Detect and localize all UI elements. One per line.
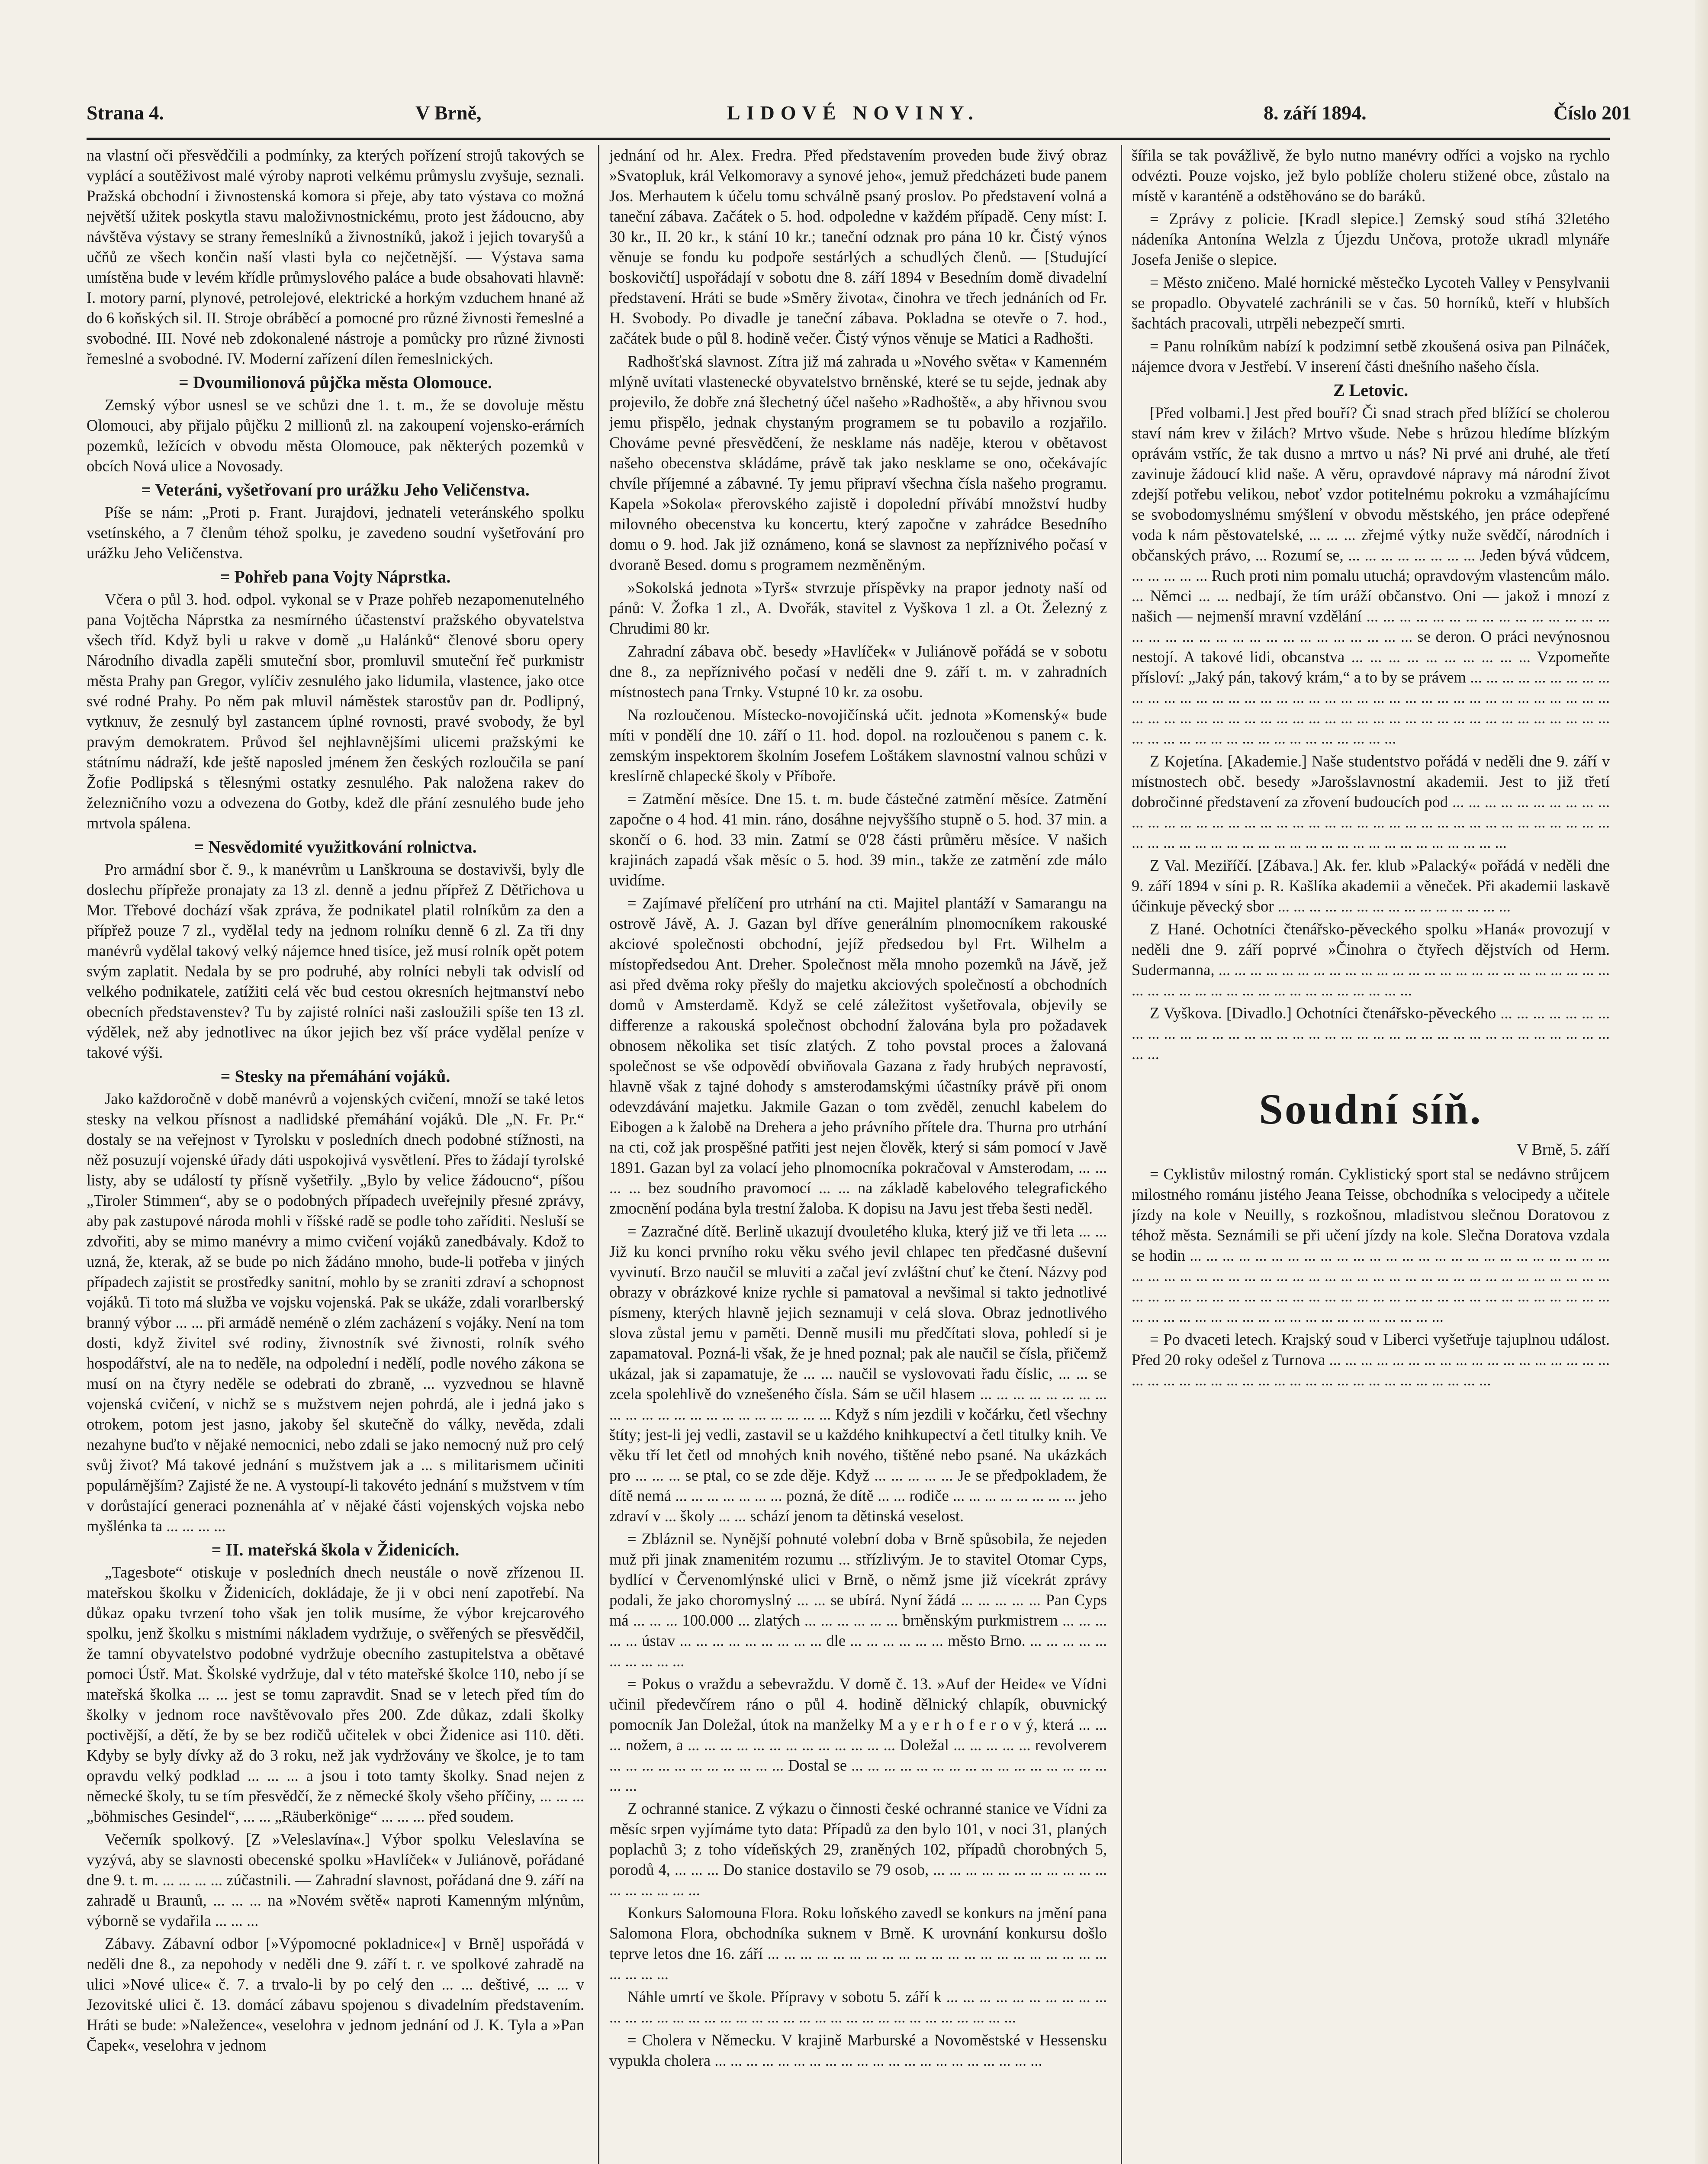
column-3 (1132, 145, 1610, 2164)
article-paragraph: Pro armádní sbor č. 9., k manévrům u Lanškrouna se dostavivši, byly dle doslechu přípřeže pronajaty za 13 zl. denně a jednu přípřež Z Dětřichova u Mor. Třebové dochází však zpráva, že podnikatel platil rolníkům za den a přípřež pouze 7 zl., vydělal tedy na jednom rolníku denně 6 zl. Za tři dny manévrů vydělal takový velký nájemce hned tisíce, jež musí rolník opět potem svým zaplatit. Nedala by se pro podruhé, aby rolníci nebyli tak odvislí od velkého podnikatele, zatížiti celá věc bud cestou okresních hejtmanství nebo obecních představenstev? Tu by zajisté rolníci naši zasloužili spíše ten 13 zl. výdělek, než aby jednotlivec na úkor jejich bez vší práce vydělal peníze v takové výši. (87, 860, 584, 1061)
article-paragraph: Na rozloučenou. Místecko-novojičínská učit. jednota »Komenský« bude míti v pondělí dne 10. září o 11. hod. dopol. na rozloučenou s panem c. k. zemským inspektorem školním Josefem Loštákem slavnostní valnou schůzi v kreslírně chlapecké školy v Příboře. (609, 706, 1107, 785)
column-divider (598, 145, 599, 2164)
article-paragraph: Radhošťská slavnost. Zítra již má zahrada u »Nového světa« v Kamenném mlýně uvítati vlastenecké obyvatelstvo brněnské, které se tu sejde, jednak aby projevilo, že dobře zná šlechetný účel našeho »Radhoště«, a aby hřivnou svou jemu přispělo, jednak chystaným programem se tu pobavilo a rozjařilo. Chováme pevné přesvědčení, že nesklame nás naděje, kterou v obětavost našeho obecenstva skládáme, právě tak jako nesklame se ono, očekávajíc chvíle příjemné a zábavné. Ty jemu připraví všechna čísla našeho programu. Kapela »Sokola« přerovského zajistě i dopolední přívábí množství hudby milovného obecenstva ku koncertu, který započne v zahrádce Besedního domu o 9. hod. Jak již oznámeno, koná se slavnost za nepříznivého počasí v dvoraně Besed. domu s programem nezměněným. (609, 352, 1107, 573)
article-paragraph: = Zajímavé přelíčení pro utrhání na cti. Majitel plantáží v Samarangu na ostrově Jávě, A. J. Gazan byl dříve generálním plnomocníkem rakouské akciové společnosti obchodní, jejíž předsedou byl Frt. Wilhelm a místopředsedou Ant. Dreher. Společnost měla mnoho pozemků na Jávě, jež asi před dvěma roky přešly do majetku akciových společností a obchodních domů v Amsterdamě. Když se celé záležitost vyšetřovala, objevily se differenze a rakouská společnost obchodní žalována byla pro požadavek obnosem několika set tisíc zlatých. Z toho povstal proces a žalovaná společnost se vše odpovědí obviňovala Gazana z řady hrubých nepravostí, hlavně však z tajné dohody s amsterodamskými účastníky právě při onom odevzdávání majetku. Jakmile Gazan o tom zvěděl, zenuchl kabelem do Eibogen a k žalobě na Drehera a jeho právního přítele dra. Thurna pro utrhání na cti, což jak prospěšné patřiti jest nejen člověk, který si sám pomocí v Javě 1891. Gazan byl za volací jeho plnomocníka pokračoval v Amsterodam, ... ... ... ... bez soudního pravomocí ... ... na základě kabelového telegrafického zmocnění podána byla trestní žaloba. K dopisu na Javu jest třeba šesti neděl. (609, 894, 1107, 1217)
article-paragraph: [Před volbami.] Jest před bouří? Či snad strach před blížící se cholerou staví nám krev v žilách? Mrtvo všude. Nebe s hrůzou hledíme blízkým oprávám vstříc, že tak dusno a mrtvo u nás? Ni prvé ani druhé, ale třetí zavinuje žádoucí klid naše. A věru, opravdové nápravy má národní život zdejší potřebu velikou, neboť vzdor potitelnému pokroku a vzmáhajícímu se svobodomyslnému smýšlení v obvodu městského, jen práce odepřené voda k nám pěstovatelské, ... ... ... zřejmé výtky nuže svědčí, národních i občanských právo, ... Rozumí se, ... ... ... ... ... ... ... ... Jeden bývá vůdcem, ... ... ... ... ... Ruch proti nim pomalu utuchá; opravdovým vlastencům málo. ... Němci ... ... nedbají, že tím uráží občanstvo. Oni — jakož i mnozí z našich — nejmenší mravní vzdělání ... ... ... ... ... ... ... ... ... ... ... ... ... ... ... ... ... ... ... ... ... ... ... ... ... ... ... ... ... ... ... ... se deron. O práci nevýnosnou nestojí. A takové lidi, obcanstva ... ... ... ... ... ... ... ... ... ... Vzpomeňte přísloví: „Jaký pán, takový krám,“ a to by se právem ... ... ... ... ... ... ... ... ... ... ... ... ... ... ... ... ... ... ... ... ... ... ... ... ... ... ... ... ... ... ... ... ... ... ... ... ... ... ... ... ... ... ... ... ... ... ... ... ... ... ... ... ... ... ... ... ... ... ... ... ... ... ... ... ... ... ... ... ... ... ... ... ... ... ... ... ... ... ... ... ... ... ... ... ... ... (1132, 404, 1610, 747)
article-paragraph: = Panu rolníkům nabízí k podzimní setbě zkoušená osiva pan Pilnáček, nájemce dvora v Jestřebí. V inserení části dnešního našeho čísla. (1132, 337, 1610, 375)
column-1 (87, 145, 584, 2164)
article-paragraph: Z Hané. Ochotníci čtenářsko-pěveckého spolku »Haná« provozují v neděli dne 9. září poprvé »Činohra o čtyřech dějstvích od Herm. Sudermanna, ... ... ... ... ... ... ... ... ... ... ... ... ... ... ... ... ... ... ... ... ... ... ... ... ... ... ... ... ... ... ... ... ... ... ... ... ... ... ... ... ... ... ... (1132, 920, 1610, 999)
article-paragraph: »Sokolská jednota »Tyrš« stvrzuje příspěvky na prapor jednoty naší od pánů: V. Žofka 1 zl., A. Dvořák, stavitel z Vyškova 1 zl. a Ot. Železný z Chrudimi 80 kr. (609, 579, 1107, 637)
article-paragraph: Náhle umrtí ve škole. Přípravy v sobotu 5. září k ... ... ... ... ... ... ... ... ... ... ... ... ... ... ... ... ... ... ... ... ... ... ... ... ... ... ... ... ... ... ... ... ... ... ... ... (609, 1988, 1107, 2026)
issue-number: Číslo 201 (1554, 102, 1632, 124)
article-paragraph: Jako každoročně v době manévrů a vojenských cvičení, množí se také letos stesky na velkou přísnost a nadlidské přemáhání vojáků. Dle „N. Fr. Pr.“ dostaly se na veřejnost v Tyrolsku v posledních dnech podobné stížnosti, na něž posuzují vojenské úřady dáti uspokojivá vysvětlení. Přes to žádají tyrolské listy, aby se událostí ty přísně vyšetřily. „Bylo by velice žádoucno“, píšou „Tiroler Stimmen“, aby se o podobných případech uveřejnily přesné zprávy, aby pak zastupové národa mohli v říšské radě se podle toho zaříditi. Nesluší se zdvořiti, aby se mimo manévry a mimo cvičení vojáků zanedbávaly. Kdož to uzná, že, kterak, až se bude po nich žádáno mnoho, bude-li potřeba v jiných případech zajistit se prostředky sanitní, mohlo by se zraniti zdraví a schopnost vojáků. Ti toto má služba ve vojsku vojenská. Pak se ukáže, zdali vorarlberský branný výbor ... ... při armádě neméně o zlém zacházení s vojáky. Není na tom dosti, když živitel své rodiny, živnostník své živnosti, rolník svého hospodářství, ale na to neděle, na odpolední i nedělí, podle nového zákona se musí on na čtyry neděle se odebrati do zbraně, ... vyzvednou se hlavně vojenská cvičení, v nichž se s mužstvem nejen pohrdá, ale i jedná jako s otrokem, potom jest jasno, jakoby šel skutečně do války, nevěda, zdali nezahyne buďto v nějaké nemocnici, nebo zdali se jako nemocný nuž pro celý svůj život? Má takové jednání s mužstvem jak a ... s militarismem učiniti populárnějším? Zajisté že ne. A vystoupí-li takovéto jednání s mužstvem v tím v dorůstající generaci poznenáhla ať v nějaké části vojenských vojska nebo myšlénka ta ... ... ... ... (87, 1090, 584, 1535)
article-paragraph: = Zazračné dítě. Berlině ukazují dvouletého kluka, který již ve tři leta ... ... Již ku konci prvního roku věku svého jevil chlapec ten předčasné duševní vyvinutí. Brzo naučil se mluviti a začal jeví zvláštní chuť ke čtení. Názvy pod obrazy v obrázkové knize rychle si pamatoval a nevšimal si takto jednotlivé písmeny, kterých hlavně jejich seznamuji v celá slova. Obraz jednotlivého slova zůstal jemu v paměti. Denně musili mu předčítati slova, pohledí si je zapamatoval. Pozná-li však, že je hned poznal; pak ale naučil se čísla, přičemž ukázal, jak si zapamatuje, že ... ... naučil se vyslovovati řadu číslic, ... ... se zcela spolehlivě do vznešeného čísla. Sám se učil hlasem ... ... ... ... ... ... ... ... ... ... ... ... ... ... ... ... ... ... ... ... ... ... Když s ním jezdili v kočárku, četl všechny štíty; jest-li jej vedli, zastavil se u každého knihkupectví a četl titulky knih. Ve věku tří let četl od mnohých knih nového, tištěné nebo psané. Na ukázkách pro ... ... ... se ptal, co se zde děje. Když ... ... ... ... ... Je se předpokladem, že dítě nemá ... ... ... ... ... ... ... pozná, že dítě ... ... rodiče ... ... ... ... ... ... ... ... jeho zdraví v ... školy ... ... schází jenom ta dětinská veselost. (609, 1222, 1107, 1525)
page-header (87, 99, 1632, 138)
article-paragraph: „Tagesbote“ otiskuje v posledních dnech neustále o nově zřízenou II. mateřskou školku v Židenicích, dokládaje, že ji v obci není zapotřebí. Na důkaz opaku tvrzení toho však jen tolik musíme, že výbor krejcarového spolku, jenž školku s mistními nákladem vydržuje, o svěřených se přesvědčil, že tamní obyvatelstvo podobné vydržuje obecního zastupitelstva a obětavé pomoci Ústř. Mat. Školské vydržuje, dal v této mateřské školce 110, nebo jí se mateřská školka ... ... jest se tomu zapravdit. Snad se v letech před tím do školky v jednom roce navštěvovalo přes 200. Zde důkaz, zdali školky poctivější, a dětí, že by se bez rodičů učitelek v obci Židenice asi 110. děti. Kdyby se byly dívky až do 3 roku, než jak vydržovány ve školce, je to tam opravdu velký podklad ... ... ... a jsou i toto tamty školky. Snad nejen z německé školy, tu se tím přesvědčí, že z německé školy všeho příčiny, ... ... ... „böhmisches Gesindel“, ... ... „Räuberkönige“ ... ... ... před soudem. (87, 1563, 584, 1825)
masthead: LIDOVÉ NOVINY. (727, 102, 979, 124)
article-heading: Z Letovic. (1333, 380, 1409, 400)
article-paragraph: = Cyklistův milostný román. Cyklistický sport stal se nedávno strůjcem milostného románu jistého Jeana Teisse, obchodníka s velocipedy a učitele jízdy na kole v Neuilly, s rozkošnou, mladistvou slečnou Doratovou z téhož města. Seznámili se při učení jízdy na kole. Slečna Doratova vzdala se hodin ... ... ... ... ... ... ... ... ... ... ... ... ... ... ... ... ... ... ... ... ... ... ... ... ... ... ... ... ... ... ... ... ... ... ... ... ... ... ... ... ... ... ... ... ... ... ... ... ... ... ... ... ... ... ... ... ... ... ... ... ... ... ... ... ... ... ... ... ... ... ... ... ... ... ... ... ... ... ... ... ... ... ... ... ... ... ... ... ... ... ... ... ... ... ... ... ... ... ... ... ... ... ... ... ... ... (1132, 1165, 1610, 1325)
article-heading: = Veteráni, vyšetřovaní pro urážku Jeho Veličenstva. (141, 480, 530, 499)
article-paragraph: = Zatmění měsíce. Dne 15. t. m. bude částečné zatmění měsíce. Zatmění započne o 4 hod. 41 min. ráno, dosáhne nejvyššího stupně o 5. hod. 37 min. a skončí o 6. hod. 33 min. Zatmí se 0'28 části průměru měsíce. V našich krajinách zapadá však měsíc o 5. hod. 39 min., takže ze zatmění zde málo uvidíme. (609, 790, 1107, 889)
article-paragraph: šířila se tak povážlivě, že bylo nutno manévry odříci a vojsko na rychlo odvézti. Pouze vojsko, jež bylo poblíže choleru stižené obce, zůstalo na místě v karanténě a odstěhováno se do baráků. (1132, 146, 1610, 205)
article-paragraph: Z Val. Meziříčí. [Zábava.] Ak. fer. klub »Palacký« pořádá v neděli dne 9. září 1894 v síni p. R. Kašlíka akademii a věneček. Při akademii laskavě účinkuje pěvecký sbor ... ... ... ... ... ... ... ... ... ... ... ... ... ... ... (1132, 857, 1610, 915)
article-paragraph: Včera o půl 3. hod. odpol. vykonal se v Praze pohřeb nezapomenutelného pana Vojtěcha Náprstka za nesmírného účastenství pražského obyvatelstva všech tříd. Když byli u rakve v domě „u Halánků“ členové sboru opery Národního divadla zapěli smuteční sbor, promluvil smuteční řeč purkmistr města Prahy pan Gregor, vylíčiv zesnulého jako lidumila, vlastence, jako otce své rodné Prahy. Po něm pak mluvil náměstek starostův pan dr. Podlipný, vytknuv, že zesnulý byl zastancem úplné rovnosti, pravé svobody, že byl pravým demokratem. Průvod šel nejhlavnějšími ulicemi pražskými ke státnímu nádraží, kde ještě naposled jménem žen českých rozloučila se paní Žofie Podlipská s tělesnými ostatky zesnulého. Pak naložena rakev do železničního vozu a odvezena do Gotby, kdež dle přání zesnulého bude jeho mrtvola spálena. (87, 590, 584, 832)
article-paragraph: na vlastní oči přesvědčili a podmínky, za kterých pořízení strojů takových se vyplácí a soutěživost malé výroby naproti velkému průmyslu zvyšuje, seznali. Pražská obchodní i živnostenská komora si přeje, aby tato výstava co možná největší užitek poskytla stavu maloživnostnickému, proto jest žádoucno, aby návštěva výstavy se strany řemeslníků a živnostníků, jakož i jejich tovaryšů a učňů ze všech končin naší vlasti byla co nejčetnější. — Výstava sama umístěna bude v levém křídle průmyslového paláce a bude obsahovati hlavně: I. motory parní, plynové, petrolejové, elektrické a horkým vzduchem hnané až do 6 koňských sil. II. Stroje obráběcí a pomocné pro různé živnosti řemeslné a svobodné. III. Nové neb zdokonalené nástroje a pomůcky pro různé živnosti řemeslné a svobodné. IV. Moderní zařízení dílen řemeslnických. (87, 146, 584, 367)
article-paragraph: Z Vyškova. [Divadlo.] Ochotníci čtenářsko-pěveckého ... ... ... ... ... ... ... ... ... ... ... ... ... ... ... ... ... ... ... ... ... ... ... ... ... ... ... ... ... ... ... ... ... ... ... ... ... ... ... (1132, 1004, 1610, 1063)
date: 8. září 1894. (1264, 102, 1367, 124)
header-rule (87, 138, 1610, 140)
page-number: Strana 4. (87, 102, 164, 124)
article-paragraph: = Zprávy z policie. [Kradl slepice.] Zemský soud stíhá 32letého nádeníka Antonína Welzla z Újezdu Unčova, protože ukradl mlynáře Josefa Jeniše o slepice. (1132, 210, 1610, 268)
article-heading: = Dvoumilionová půjčka města Olomouce. (179, 373, 492, 392)
article-paragraph: Večerník spolkový. [Z »Veleslavína«.] Výbor spolku Veleslavína se vyzývá, aby se slavnosti obecenské spolku »Havlíček« v Juliánově, pořádané dne 9. t. m. ... ... ... ... zúčastnili. — Zahradní slavnost, pořádaná dne 9. září na zahradě u Braunů, ... ... ... na »Novém světě« naproti Kamenným mlýnům, výborně se vydařila ... ... ... (87, 1830, 584, 1929)
article-paragraph: Zemský výbor usnesl se ve schůzi dne 1. t. m., že se dovoluje městu Olomouci, aby přijalo půjčku 2 millionů zl. na zakoupení vojensko-erárních pozemků, ležících v obvodu města Olomouce, pak některých pozemků v obcích Nová ulice a Novosady. (87, 396, 584, 475)
article-paragraph: Z Kojetína. [Akademie.] Naše studentstvo pořádá v neděli dne 9. září v místnostech obč. besedy »Jarošslavnostní akademii. Jest to již třetí dobročinné představení za zřovení budoucích pod ... ... ... ... ... ... ... ... ... ... ... ... ... ... ... ... ... ... ... ... ... ... ... ... ... ... ... ... ... ... ... ... ... ... ... ... ... ... ... ... ... ... ... ... ... ... ... ... ... ... ... ... ... ... ... ... ... ... ... ... ... ... ... ... (1132, 752, 1610, 851)
article-paragraph: jednání od hr. Alex. Fredra. Před představením proveden bude živý obraz »Svatopluk, král Velkomoravy a synové jeho«, jemuž předcházeti bude panem Jos. Merhautem k účelu tomu schválně psaný proslov. Po představení volná a taneční zábava. Začátek o 5. hod. odpoledne v každém případě. Ceny míst: I. 30 kr., II. 20 kr., k stání 10 kr.; taneční odznak pro pána 10 kr. Čistý výnos věnuje se fondu ku podpoře sestárlých a schudlých členů. — [Studující boskovičtí] uspořádají v sobotu dne 8. září 1894 v Besedním domě divadelní představení. Hráti se bude »Směry života«, činohra ve třech jednáních od Fr. H. Svobody. Po divadle je taneční zábava. Pokladna se otevře o 7. hod., začátek bude o půl 8. hodině večer. Čistý výnos věnuje se Matici a Radhošti. (609, 146, 1107, 347)
article-paragraph: = Zbláznil se. Nynější pohnuté volební doba v Brně spůsobila, že nejeden muž při jinak znamenitém rozumu ... střízlivým. Je to stavitel Otomar Cyps, bydlící v Červenomlýnské ulici v Brně, o němž jsme již vícekrát zprávy podali, že jako choromyslný ... ... se ubírá. Nyní žádá ... ... ... ... ... Pan Cyps má ... ... ... 100.000 ... zlatých ... ... ... ... ... ... brněnským purkmistrem ... ... ... ... ... ústav ... ... ... ... ... ... ... ... ... dle ... ... ... ... ... ... město Brno. ... ... ... ... ... ... ... ... ... ... (609, 1530, 1107, 1670)
article-paragraph: Z ochranné stanice. Z výkazu o činnosti české ochranné stanice ve Vídni za měsíc srpen vyjímáme tyto data: Případů za den bylo 101, v noci 31, planých poplachů 3; z toho vídeňských 29, zraněných 102, případů chorobných 5, porodů 4, ... ... ... Do stanice dostavilo se 79 osob, ... ... ... ... ... ... ... ... ... ... ... ... ... ... ... ... ... (609, 1800, 1107, 1899)
article-paragraph: Zahradní zábava obč. besedy »Havlíček« v Juliánově pořádá se v sobotu dne 8., za nepříznivého počasí v neděli dne 9. září t. m. v zahradních místnostech pana Trnky. Vstupné 10 kr. za osobu. (609, 642, 1107, 701)
section-title: Soudní síň. (1259, 1085, 1483, 1133)
article-heading: = II. mateřská škola v Židenicích. (211, 1540, 460, 1559)
article-heading: = Stesky na přemáhání vojáků. (220, 1066, 450, 1086)
city: V Brně, (415, 102, 482, 124)
article-paragraph: = Město zničeno. Malé hornické městečko Lycoteh Valley v Pensylvanii se propadlo. Obyvatelé zachránili se v čas. 50 horníků, kteří v hlubších šachtách pracovali, utrpěli nebezpečí smrti. (1132, 274, 1610, 332)
dateline: V Brně, 5. září (1516, 1140, 1610, 1158)
article-heading: = Pohřeb pana Vojty Náprstka. (220, 567, 451, 586)
article-paragraph: = Po dvaceti letech. Krajský soud v Liberci vyšetřuje tajuplnou událost. Před 20 roky odešel z Turnova ... ... ... ... ... ... ... ... ... ... ... ... ... ... ... ... ... ... ... ... ... ... ... ... ... ... ... ... ... ... ... ... ... ... ... ... ... ... ... ... ... (1132, 1330, 1610, 1389)
article-paragraph: Zábavy. Zábavní odbor [»Výpomocné pokladnice«] v Brně] uspořádá v neděli dne 8., za nepohody v neděli dne 9. září t. r. ve spolkové zahradě na ulici »Nové ulice« č. 7. a trvalo-li by po celý den ... ... deštivé, ... ... v Jezovitské ulici č. 13. domácí zábavu spojenou s divadelním představením. Hráti se bude: »Naležence«, veselohra v jednom jednání od J. K. Tyla a »Pan Čapek«, veselohra v jednom (87, 1935, 584, 2054)
article-paragraph: = Pokus o vraždu a sebevraždu. V domě č. 13. »Auf der Heide« ve Vídni učinil předevčírem ráno o půl 4. hodině dělnický chlapík, obuvnický pomocník Jan Doležal, útok na manželky M a y e r h o f e r o v ý, která ... ... ... nožem, a ... ... ... ... ... ... ... ... ... ... ... ... ... Doležal ... ... ... ... ... revolverem ... ... ... ... ... ... ... ... ... ... ... Dostal se ... ... ... ... ... ... ... ... ... ... ... ... ... ... ... ... ... ... (609, 1675, 1107, 1794)
column-divider (1121, 145, 1122, 2164)
article-paragraph: Píše se nám: „Proti p. Frant. Jurajdovi, jednateli veteránského spolku vsetínského, a 7 členům téhož spolku, je zavedeno soudní vyšetřování pro urážku Jeho Veličenstva. (87, 503, 584, 562)
article-paragraph: Konkurs Salomouna Flora. Roku loňského zavedl se konkurs na jmění pana Salomona Flora, obchodníka suknem v Brně. K urovnání konkursu došlo teprve letos dne 16. září ... ... ... ... ... ... ... ... ... ... ... ... ... ... ... ... ... ... ... ... ... ... ... ... ... (609, 1904, 1107, 1983)
column-2 (609, 145, 1107, 2164)
article-heading: = Nesvědomité využitkování rolnictva. (194, 837, 477, 857)
article-paragraph: = Cholera v Německu. V krajině Marburské a Novoměstské v Hessensku vypukla cholera ... ... ... ... ... ... ... ... ... ... ... ... ... ... ... ... ... ... ... ... ... (609, 2031, 1107, 2069)
page-edge (1695, 0, 1708, 2164)
